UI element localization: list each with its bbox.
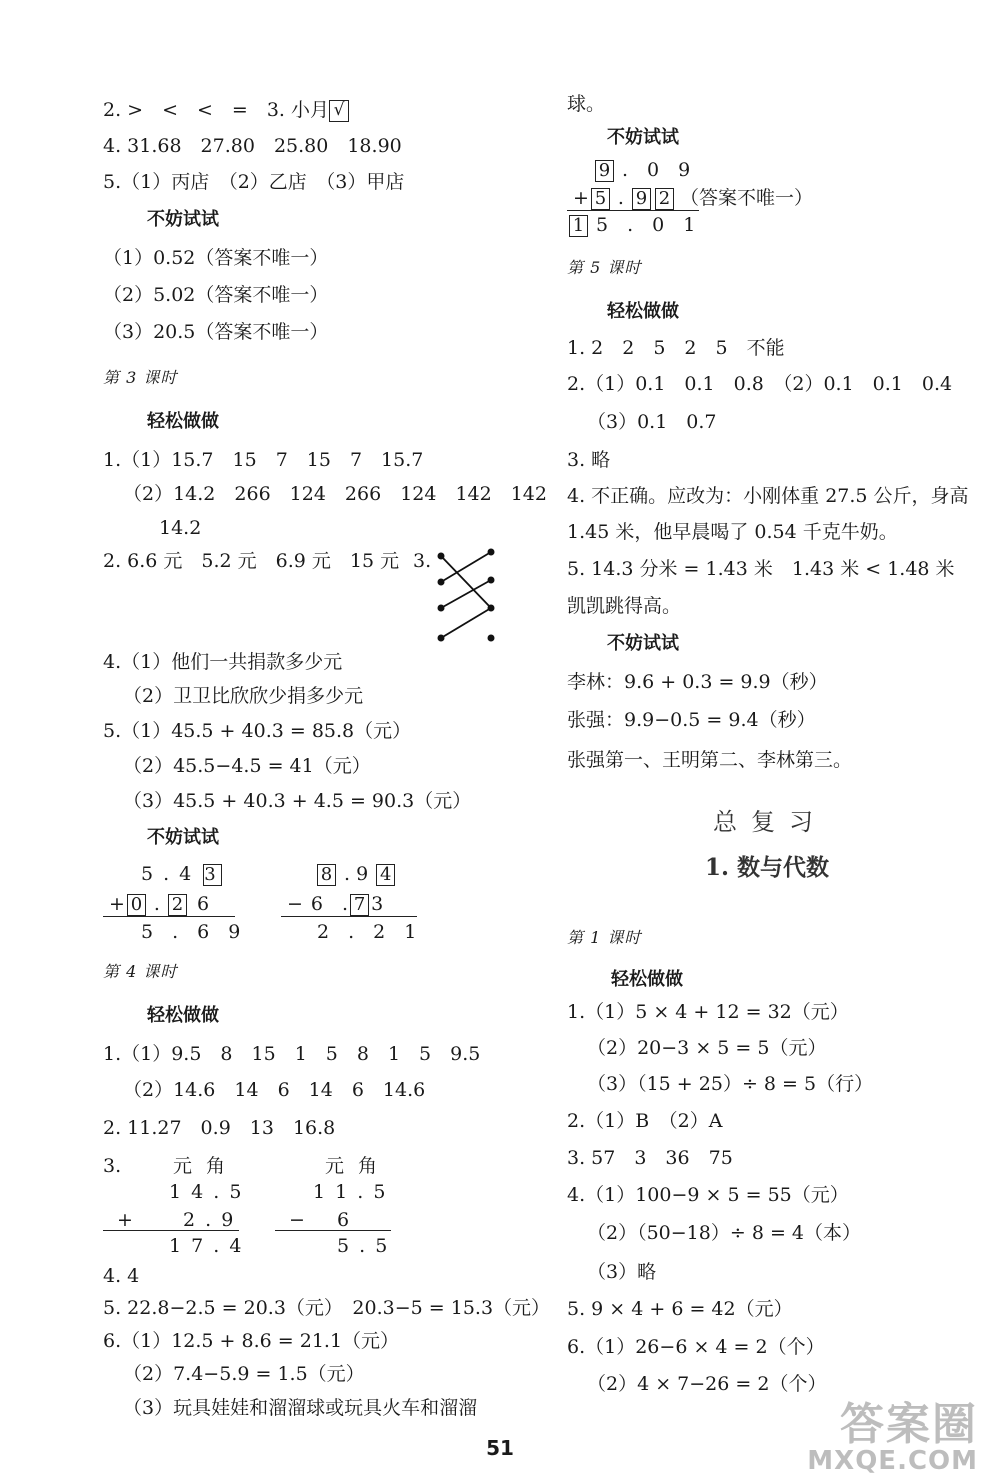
difference-line xyxy=(281,916,417,917)
answer-line: 5. 9 × 4 + 6 = 42（元） xyxy=(567,1298,793,1320)
answer-box: 3 xyxy=(204,864,226,885)
answer-line: 2.（1）0.1 0.1 0.8 （2）0.1 0.1 0.4 xyxy=(567,373,953,395)
watermark-logo: 答案圈 MXQE.COM xyxy=(807,1399,978,1476)
answer-box: 2 xyxy=(168,894,187,916)
section-heading: 不妨试试 xyxy=(147,827,219,848)
answer-box: 7 xyxy=(350,894,369,916)
answer-line: （3）略 xyxy=(587,1261,657,1283)
matching-lines-diagram xyxy=(433,546,503,646)
answer-line: （2）45.5−4.5 = 41（元） xyxy=(123,755,371,777)
answer-line: 1. 2 2 5 2 5 不能 xyxy=(567,337,785,359)
sum-line xyxy=(103,916,235,917)
answer-line: （3）0.1 0.7 xyxy=(587,411,717,433)
section-heading: 轻松做做 xyxy=(611,969,683,990)
answer-line: 4.（1）100−9 × 5 = 55（元） xyxy=(567,1184,849,1206)
answer-box: 4 xyxy=(376,864,395,886)
answer-box: 8 xyxy=(317,864,336,886)
match-line xyxy=(441,556,491,608)
answer-line: 6.（1）12.5 + 8.6 = 21.1（元） xyxy=(103,1330,400,1352)
lesson-heading: 第 3 课时 xyxy=(103,368,178,387)
checkbox-mark: √ xyxy=(329,100,349,122)
answer-line: 1.45 米，他早晨喝了 0.54 千克牛奶。 xyxy=(567,521,898,543)
match-line xyxy=(441,580,491,608)
lesson-heading: 第 5 课时 xyxy=(567,258,642,277)
answer-box: 9 xyxy=(595,160,614,182)
section-heading: 不妨试试 xyxy=(607,633,679,654)
answer-line: （3）（15 + 25）÷ 8 = 5（行） xyxy=(587,1073,874,1095)
answer-line: （2）7.4−5.9 = 1.5（元） xyxy=(123,1363,365,1385)
answer-line: 3. 57 3 36 75 xyxy=(567,1147,733,1169)
answer-line: 球。 xyxy=(567,93,606,115)
answer-line: 1.（1）15.7 15 7 15 7 15.7 xyxy=(103,449,424,471)
answer-line: 4. 不正确。应改为：小刚体重 27.5 公斤，身高 xyxy=(567,485,969,507)
answer-line: （2）5.02（答案不唯一） xyxy=(103,284,329,306)
answer-line: （1）0.52（答案不唯一） xyxy=(103,247,329,269)
answer-line: 3. 略 xyxy=(567,449,611,471)
section-heading: 轻松做做 xyxy=(607,301,679,322)
chapter-title: 总复习 xyxy=(713,808,827,836)
answer-box: 0 xyxy=(127,894,146,916)
answer-line: （3）20.5（答案不唯一） xyxy=(103,321,329,343)
lesson-heading: 第 4 课时 xyxy=(103,962,178,981)
answer-line: 1.（1）5 × 4 + 12 = 32（元） xyxy=(567,1001,849,1023)
answer-box: 1 xyxy=(569,215,588,237)
answer-line: （2）20−3 × 5 = 5（元） xyxy=(587,1037,827,1059)
section-heading: 不妨试试 xyxy=(147,209,219,230)
answer-line: 李林：9.6 + 0.3 = 9.9（秒） xyxy=(567,671,828,693)
answer-line: 5. 14.3 分米 = 1.43 米 1.43 米 < 1.48 米 xyxy=(567,558,955,580)
match-line xyxy=(441,608,491,638)
answer-line: （2）4 × 7−26 = 2（个） xyxy=(587,1373,827,1395)
section-heading: 不妨试试 xyxy=(607,127,679,148)
lesson-heading: 第 1 课时 xyxy=(567,928,642,947)
answer-box: 2 xyxy=(655,188,674,210)
answer-line: 张强：9.9−0.5 = 9.4（秒） xyxy=(567,709,816,731)
difference-line xyxy=(275,1230,391,1231)
answer-line: 5. 22.8−2.5 = 20.3（元） 20.3−5 = 15.3（元） xyxy=(103,1297,551,1319)
answer-line: （2）14.6 14 6 14 6 14.6 xyxy=(123,1079,426,1101)
answer-line: 5.（1）45.5 + 40.3 = 85.8（元） xyxy=(103,720,412,742)
answer-line: 2. > < < = 3. 小月 √ xyxy=(103,98,349,122)
sum-line xyxy=(103,1230,239,1231)
answer-box: 9 xyxy=(632,188,651,210)
answer-box: 5 xyxy=(591,188,610,210)
answer-line: 张强第一、王明第二、李林第三。 xyxy=(567,749,853,771)
answer-line: （3）玩具娃娃和溜溜球或玩具火车和溜溜 xyxy=(123,1397,478,1419)
answer-line: 4.（1）他们一共捐款多少元 xyxy=(103,651,343,673)
section-heading: 轻松做做 xyxy=(147,411,219,432)
answer-line: 4. 4 xyxy=(103,1265,140,1287)
answer-line: 5.（1）丙店 （2）乙店 （3）甲店 xyxy=(103,171,405,193)
match-line xyxy=(441,552,491,582)
answer-line: 2. 11.27 0.9 13 16.8 xyxy=(103,1117,336,1139)
answer-line: 14.2 xyxy=(159,517,202,539)
answer-line: 6.（1）26−6 × 4 = 2（个） xyxy=(567,1336,825,1358)
answer-line: 2.（1）B （2）A xyxy=(567,1110,723,1132)
answer-line: 4. 31.68 27.80 25.80 18.90 xyxy=(103,135,402,157)
answer-line: （3）45.5 + 40.3 + 4.5 = 90.3（元） xyxy=(123,790,472,812)
answer-line: 3. xyxy=(413,550,432,572)
answer-line: 3. xyxy=(103,1155,122,1177)
answer-line: （2）14.2 266 124 266 124 142 142 xyxy=(123,483,547,505)
section-heading: 轻松做做 xyxy=(147,1005,219,1026)
chapter-subtitle: 1. 数与代数 xyxy=(705,854,830,881)
sum-line xyxy=(567,210,699,211)
answer-line: 凯凯跳得高。 xyxy=(567,595,682,617)
answer-line: （2）（50−18）÷ 8 = 4（本） xyxy=(587,1222,861,1244)
page-number: 51 xyxy=(486,1436,514,1460)
answer-line: （2）卫卫比欣欣少捐多少元 xyxy=(123,685,364,707)
answer-line: 1.（1）9.5 8 15 1 5 8 1 5 9.5 xyxy=(103,1043,481,1065)
answer-line: 2. 6.6 元 5.2 元 6.9 元 15 元 xyxy=(103,550,400,572)
